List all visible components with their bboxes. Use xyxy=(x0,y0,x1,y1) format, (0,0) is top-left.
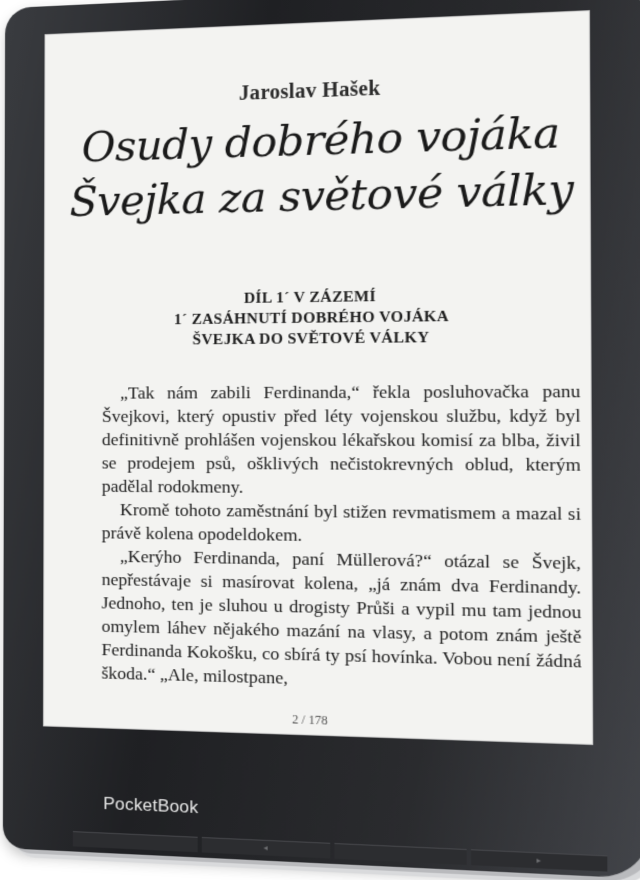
chapter-heading-line-3: ŠVEJKA DO SVĚTOVÉ VÁLKY xyxy=(192,329,430,349)
paragraph: Kromě tohoto zaměstnání byl stižen revmatismem a mazal si právě kolena opodeldokem. xyxy=(101,498,581,546)
chapter-heading xyxy=(44,283,592,351)
page-indicator: 2 / 178 xyxy=(292,711,328,728)
paragraph: „Tak nám zabili Ferdinanda,“ řekla posluhovačka panu Švejkovi, který opustiv před léty vojenskou službu, když byl definitivně prohlášen vojenskou lékařskou komisí za blba, živil se prodejem psů, ošklivých nečistokrevných oblud, kterým padělal rodokmeny. xyxy=(101,380,581,497)
prev-page-button[interactable]: ◂ xyxy=(202,837,330,859)
book-title xyxy=(64,104,580,230)
page-buttons xyxy=(73,831,607,873)
home-button[interactable] xyxy=(73,831,198,852)
chapter-heading-line-1: DÍL 1´ V ZÁZEMÍ xyxy=(243,288,376,308)
next-page-button[interactable]: ▸ xyxy=(471,849,607,871)
book-title-line-2: Švejka za světové války xyxy=(69,163,574,227)
book-title-line-1: Osudy dobrého vojáka xyxy=(81,107,560,172)
book-author: Jaroslav Hašek xyxy=(238,77,381,105)
ereader-device xyxy=(3,0,640,879)
reader-screen[interactable] xyxy=(43,10,593,745)
chapter-heading-line-2: 1´ ZASÁHNUTÍ DOBRÉHO VOJÁKA xyxy=(173,308,450,329)
book-text xyxy=(101,379,581,698)
menu-button[interactable] xyxy=(334,843,466,865)
paragraph: „Kerýho Ferdinanda, paní Müllerová?“ otázal se Švejk, nepřestávaje si masírovat kolena, „já znám dva Ferdinandy. Jednoho, ten je sluhou u drogisty Průši a vypil mu tam jednou omylem láhev nějakého mazání na vlasy, a potom znám ještě Ferdinanda Kokošku, co sbírá ty psí hovínka. Vobou není žádná škoda.“ „Ale, milostpane, xyxy=(101,545,582,688)
brand-logo: PocketBook xyxy=(103,793,199,818)
